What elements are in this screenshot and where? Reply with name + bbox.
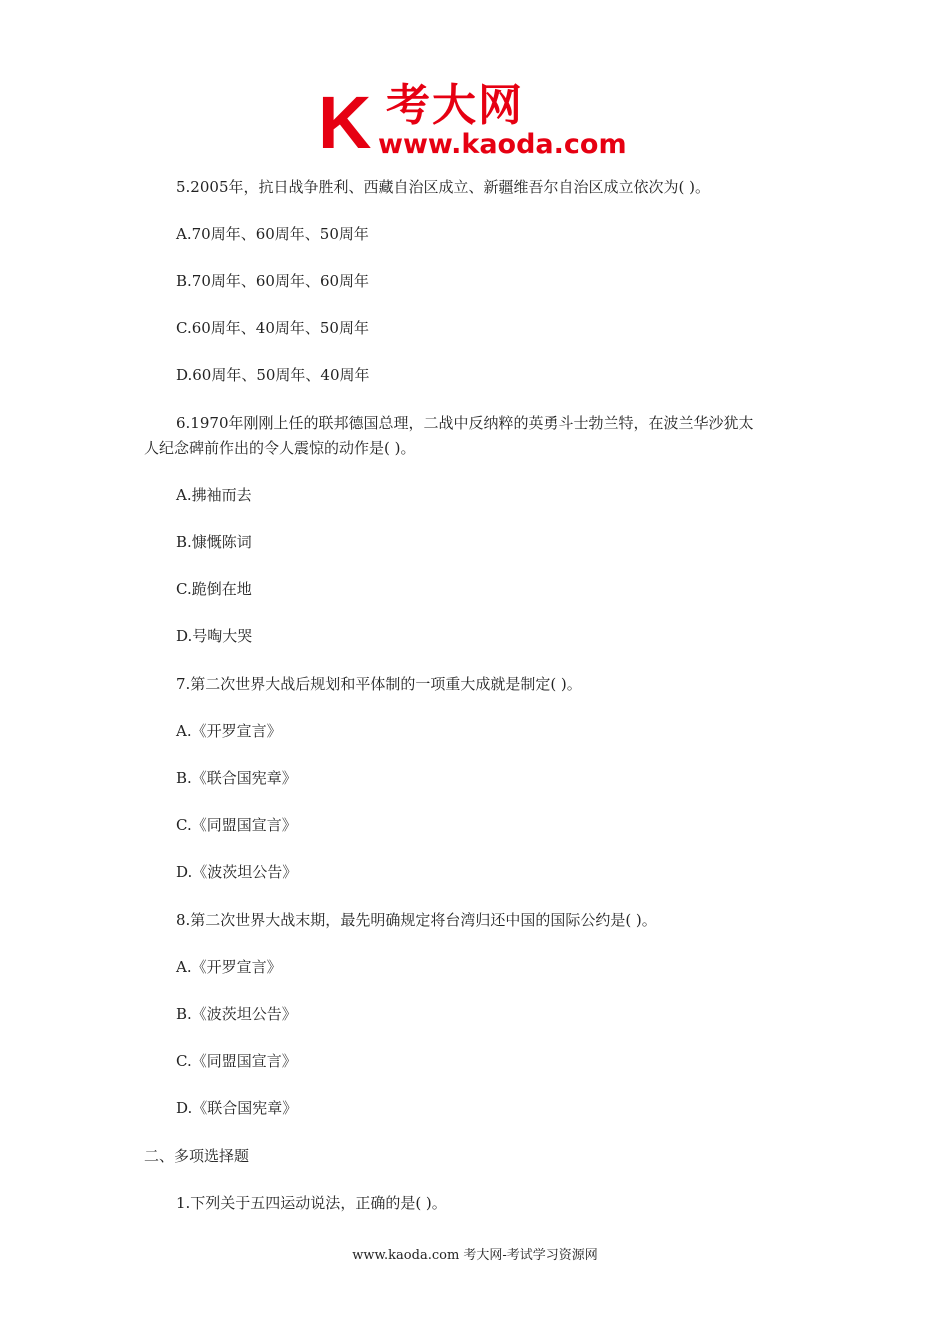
q6-option-a: A.拂袖而去 [176, 486, 252, 504]
q5-option-b: B.70周年、60周年、60周年 [176, 272, 370, 290]
q7-stem: 7.第二次世界大战后规划和平体制的一项重大成就是制定( )。 [176, 675, 582, 693]
q7-option-c: C.《同盟国宣言》 [176, 816, 297, 834]
section2-title: 二、多项选择题 [144, 1147, 250, 1165]
q8-option-c: C.《同盟国宣言》 [176, 1052, 297, 1070]
q8-option-b: B.《波茨坦公告》 [176, 1005, 297, 1023]
q5-option-a: A.70周年、60周年、50周年 [176, 225, 369, 243]
page-footer: www.kaoda.com 考大网-考试学习资源网 [352, 1248, 598, 1263]
kaoda-logo [318, 80, 638, 162]
q8-option-a: A.《开罗宣言》 [176, 958, 282, 976]
q6-stem-line2: 人纪念碑前作出的令人震惊的动作是( )。 [144, 439, 416, 457]
section2-q1-stem: 1.下列关于五四运动说法，正确的是( )。 [176, 1194, 447, 1212]
logo-k-mark: K [318, 81, 370, 164]
q7-option-b: B.《联合国宪章》 [176, 769, 297, 787]
q6-option-b: B.慷慨陈词 [176, 533, 252, 551]
q5-option-c: C.60周年、40周年、50周年 [176, 319, 369, 337]
logo-url: www.kaoda.com [378, 129, 627, 160]
q7-option-a: A.《开罗宣言》 [176, 722, 282, 740]
q5-option-d: D.60周年、50周年、40周年 [176, 366, 370, 384]
q8-option-d: D.《联合国宪章》 [176, 1099, 298, 1117]
q8-stem: 8.第二次世界大战末期，最先明确规定将台湾归还中国的国际公约是( )。 [176, 911, 657, 929]
q7-option-d: D.《波茨坦公告》 [176, 863, 298, 881]
logo-chinese-name: 考大网 [386, 80, 524, 131]
q6-option-c: C.跪倒在地 [176, 580, 252, 598]
q6-stem-line1: 6.1970年刚刚上任的联邦德国总理，二战中反纳粹的英勇斗士勃兰特，在波兰华沙犹太 [176, 414, 754, 432]
q5-stem: 5.2005年，抗日战争胜利、西藏自治区成立、新疆维吾尔自治区成立依次为( )。 [176, 178, 710, 196]
q6-option-d: D.号啕大哭 [176, 627, 253, 645]
